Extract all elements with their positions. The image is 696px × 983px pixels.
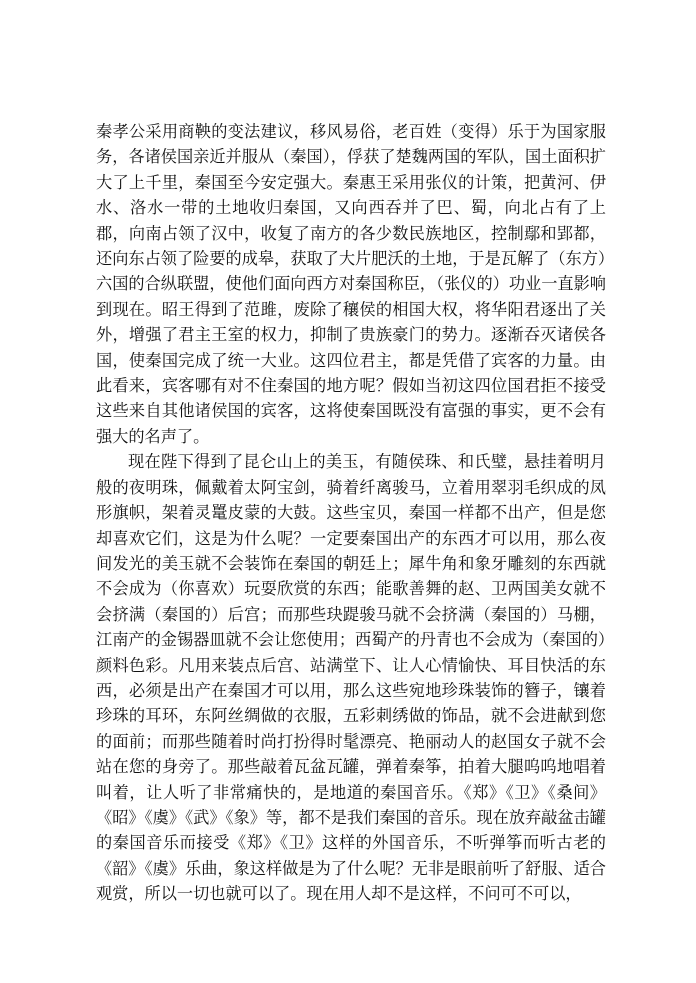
paragraph-2: 现在陛下得到了昆仑山上的美玉，有随侯珠、和氏璧，悬挂着明月般的夜明珠，佩戴着太阿宝剑，骑着纤离骏马，立着用翠羽毛织成的凤形旗帜，架着灵鼍皮蒙的大鼓。这些宝贝，秦国一样都不出产，但是您却喜欢它们，这是为什么呢？一定要秦国出产的东西才可以用，那么夜间发光的美玉就不会装饰在秦国的朝廷上；犀牛角和象牙雕刻的东西就不会成为（你喜欢）玩耍欣赏的东西；能歌善舞的赵、卫两国美女就不会挤满（秦国的）后宫；而那些玦踶骏马就不会挤满（秦国的）马棚，江南产的金锡器皿就不会让您使用；西蜀产的丹青也不会成为（秦国的）颜料色彩。凡用来装点后宫、站满堂下、让人心情愉快、耳目快活的东西，必须是出产在秦国才可以用，那么这些宛地珍珠装饰的簪子，镶着珍珠的耳环，东阿丝绸做的衣服，五彩刺绣做的饰品，就不会进献到您的面前；而那些随着时尚打扮得时髦漂亮、艳丽动人的赵国女子就不会站在您的身旁了。那些敲着瓦盆瓦罐，弹着秦筝，拍着大腿呜呜地唱着叫着，让人听了非常痛快的，是地道的秦国音乐。《郑》《卫》《桑间》《昭》《虞》《武》《象》等，都不是我们秦国的音乐。现在放弃敲盆击罐的秦国音乐而接受《郑》《卫》这样的外国音乐，不听弹筝而听古老的《韶》《虞》乐曲，象这样做是为了什么呢？无非是眼前听了舒服、适合观赏，所以一切也就可以了。现在用人却不是这样，不问可不可以， xyxy=(96,452,606,904)
document-body xyxy=(96,119,606,907)
paragraph-1: 秦孝公采用商鞅的变法建议，移风易俗，老百姓（变得）乐于为国家服务，各诸侯国亲近并服从（秦国），俘获了楚魏两国的军队，国土面积扩大了上千里，秦国至今安定强大。秦惠王采用张仪的计策，把黄河、伊水、洛水一带的土地收归秦国，又向西吞并了巴、蜀，向北占有了上郡，向南占领了汉中，收复了南方的各少数民族地区，控制鄢和郢都，还向东占领了险要的成皋，获取了大片肥沃的土地，于是瓦解了（东方）六国的合纵联盟，使他们面向西方对秦国称臣，（张仪的）功业一直影响到现在。昭王得到了范雎，废除了穰侯的相国大权，将华阳君逐出了关外，增强了君主王室的权力，抑制了贵族豪门的势力。逐渐吞灭诸侯各国，使秦国完成了统一大业。这四位君主，都是凭借了宾客的力量。由此看来，宾客哪有对不住秦国的地方呢？假如当初这四位国君拒不接受这些来自其他诸侯国的宾客，这将使秦国既没有富强的事实，更不会有强大的名声了。 xyxy=(96,122,606,446)
